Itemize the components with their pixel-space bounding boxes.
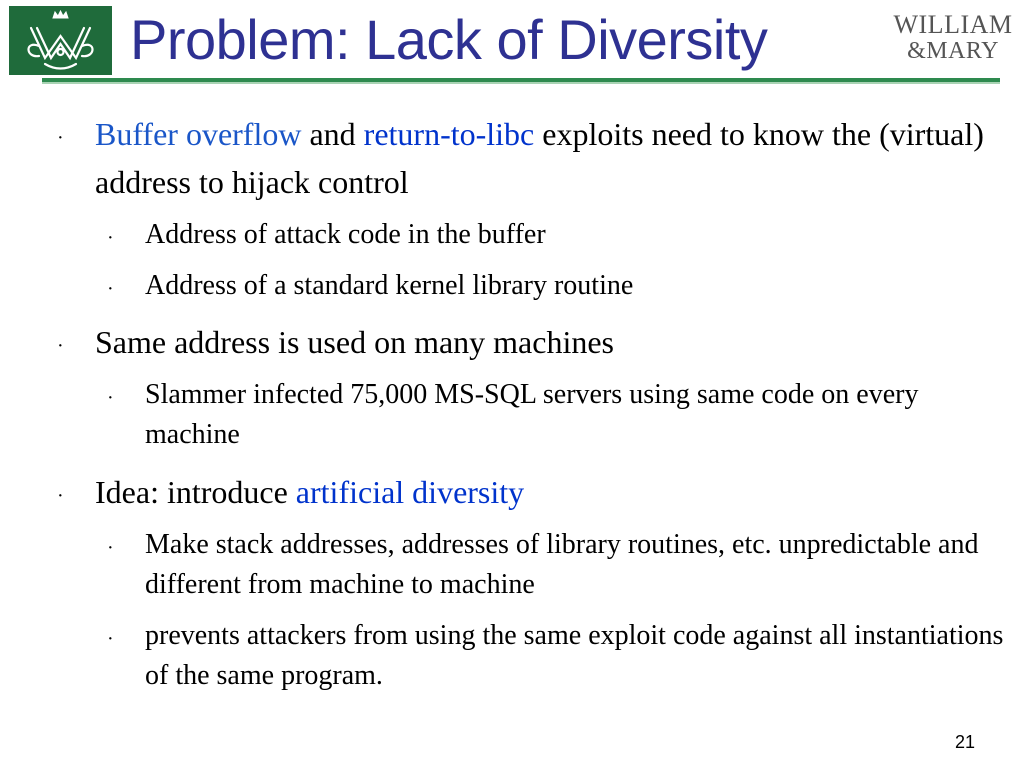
bullet-dot-icon: · [57, 335, 64, 357]
bullet-2-sub-1: Slammer infected 75,000 MS-SQL servers using same code on every machine [145, 379, 919, 450]
bullet-1-sub-2: Address of a standard kernel library routine [145, 270, 634, 301]
bullet-2: Same address is used on many machines [95, 324, 614, 360]
bullet-dot-icon: · [57, 127, 64, 149]
page-number: 21 [954, 732, 975, 752]
slide-title: Problem: Lack of Diversity [130, 8, 768, 71]
bullet-3 [95, 468, 985, 516]
bullet-dot-icon: · [57, 485, 64, 507]
bullet-3-text-idea: Idea: introduce [95, 474, 296, 510]
bullet-1-text-and: and [301, 116, 364, 152]
sub-bullet-dot-icon: · [107, 537, 114, 559]
bullet-1-text-rest: exploits need to know the (virtual) address to hijack control [95, 116, 984, 200]
buffer-overflow-term: Buffer overflow [95, 116, 302, 152]
artificial-diversity-term: artificial diversity [295, 474, 525, 510]
bullet-1 [95, 110, 985, 206]
sub-bullet-dot-icon: · [107, 387, 114, 409]
brand-line-2: &MARY [907, 38, 999, 64]
bullet-3-sub-1: Make stack addresses, addresses of library routines, etc. unpredictable and different from machine to machine [145, 529, 979, 600]
sub-bullet-dot-icon: · [107, 278, 114, 300]
return-to-libc-term: return-to-libc [363, 116, 535, 152]
brand-line-1: WILLIAM [893, 10, 1013, 39]
bullet-3-sub-2: prevents attackers from using the same exploit code against all instantiations of the same program. [145, 620, 1004, 691]
sub-bullet-dot-icon: · [107, 227, 114, 249]
sub-bullet-dot-icon: · [107, 628, 114, 650]
bullet-1-sub-1: Address of attack code in the buffer [145, 219, 546, 250]
